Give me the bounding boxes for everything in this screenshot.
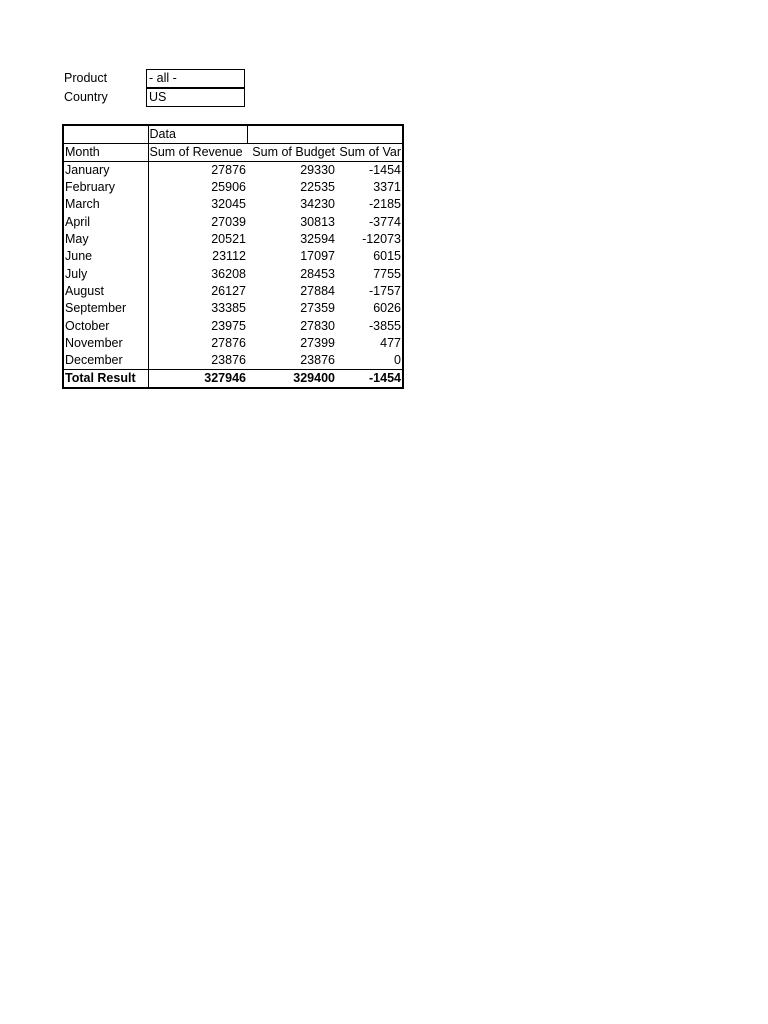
total-row bbox=[63, 369, 403, 388]
var-cell: -1454 bbox=[369, 163, 401, 177]
column-header-revenue: Sum of Revenue bbox=[148, 144, 247, 162]
budget-cell: 32594 bbox=[300, 232, 335, 247]
var-cell: 6026 bbox=[373, 301, 401, 316]
budget-cell: 27884 bbox=[300, 283, 335, 298]
table-row bbox=[63, 300, 403, 317]
month-cell: June bbox=[63, 248, 148, 265]
month-cell: September bbox=[63, 300, 148, 317]
pivot-table bbox=[62, 124, 404, 389]
filter-label-country: Country bbox=[64, 90, 108, 104]
revenue-cell: 25906 bbox=[211, 180, 246, 195]
var-cell: 0 bbox=[394, 352, 401, 367]
table-row bbox=[63, 335, 403, 352]
revenue-cell: 27876 bbox=[211, 163, 246, 177]
revenue-cell: 26127 bbox=[211, 283, 246, 298]
month-cell: July bbox=[63, 265, 148, 282]
var-cell: -12073 bbox=[362, 232, 401, 247]
pivot-empty-cell bbox=[247, 125, 336, 144]
month-cell: October bbox=[63, 317, 148, 334]
budget-cell: 27359 bbox=[300, 301, 335, 316]
revenue-cell: 27039 bbox=[211, 214, 246, 229]
table-row bbox=[63, 317, 403, 334]
pivot-data-header-row bbox=[63, 125, 403, 144]
revenue-cell: 36208 bbox=[211, 266, 246, 281]
var-cell: 3371 bbox=[373, 180, 401, 195]
pivot-column-header-row bbox=[63, 144, 403, 162]
month-cell: August bbox=[63, 283, 148, 300]
pivot-data-field-button[interactable]: Data bbox=[148, 125, 247, 144]
table-row bbox=[63, 248, 403, 265]
var-cell: -1757 bbox=[369, 283, 401, 298]
column-header-budget: Sum of Budget bbox=[247, 144, 336, 162]
budget-cell: 22535 bbox=[300, 180, 335, 195]
budget-cell: 29330 bbox=[300, 163, 335, 177]
budget-cell: 28453 bbox=[300, 266, 335, 281]
revenue-cell: 33385 bbox=[211, 301, 246, 316]
table-row bbox=[63, 196, 403, 213]
month-cell: April bbox=[63, 214, 148, 231]
total-var-cell: -1454 bbox=[336, 369, 403, 388]
var-cell: -3855 bbox=[369, 318, 401, 333]
revenue-cell: 20521 bbox=[211, 232, 246, 247]
month-cell: December bbox=[63, 352, 148, 370]
revenue-cell: 32045 bbox=[211, 197, 246, 212]
budget-cell: 27830 bbox=[300, 318, 335, 333]
filter-dropdown-product[interactable]: - all - bbox=[146, 69, 245, 88]
var-cell: -3774 bbox=[369, 214, 401, 229]
var-cell: -2185 bbox=[369, 197, 401, 212]
table-row bbox=[63, 265, 403, 282]
total-revenue-cell: 327946 bbox=[148, 369, 247, 388]
budget-cell: 34230 bbox=[300, 197, 335, 212]
revenue-cell: 23112 bbox=[212, 249, 246, 264]
table-row bbox=[63, 179, 403, 196]
revenue-cell: 27876 bbox=[211, 335, 246, 350]
var-cell: 477 bbox=[380, 335, 401, 350]
budget-cell: 23876 bbox=[300, 352, 335, 367]
revenue-cell: 23876 bbox=[211, 352, 246, 367]
filter-dropdown-country[interactable]: US bbox=[146, 88, 245, 107]
column-header-month[interactable]: Month bbox=[63, 144, 148, 162]
budget-cell: 30813 bbox=[300, 214, 335, 229]
month-cell: March bbox=[63, 196, 148, 213]
budget-cell: 17097 bbox=[300, 249, 335, 264]
revenue-cell: 23975 bbox=[211, 318, 246, 333]
table-row bbox=[63, 162, 403, 180]
filter-label-product: Product bbox=[64, 71, 108, 85]
pivot-corner-cell bbox=[63, 125, 148, 144]
budget-cell: 27399 bbox=[300, 335, 335, 350]
table-row bbox=[63, 214, 403, 231]
table-row bbox=[63, 352, 403, 370]
month-cell: January bbox=[63, 162, 148, 180]
column-header-var: Sum of Var bbox=[336, 144, 403, 162]
table-row bbox=[63, 231, 403, 248]
total-budget-cell: 329400 bbox=[247, 369, 336, 388]
table-row bbox=[63, 283, 403, 300]
pivot-empty-cell bbox=[336, 125, 403, 144]
var-cell: 6015 bbox=[373, 249, 401, 264]
month-cell: November bbox=[63, 335, 148, 352]
total-month-cell: Total Result bbox=[63, 369, 148, 388]
month-cell: May bbox=[63, 231, 148, 248]
var-cell: 7755 bbox=[373, 266, 401, 281]
month-cell: February bbox=[63, 179, 148, 196]
